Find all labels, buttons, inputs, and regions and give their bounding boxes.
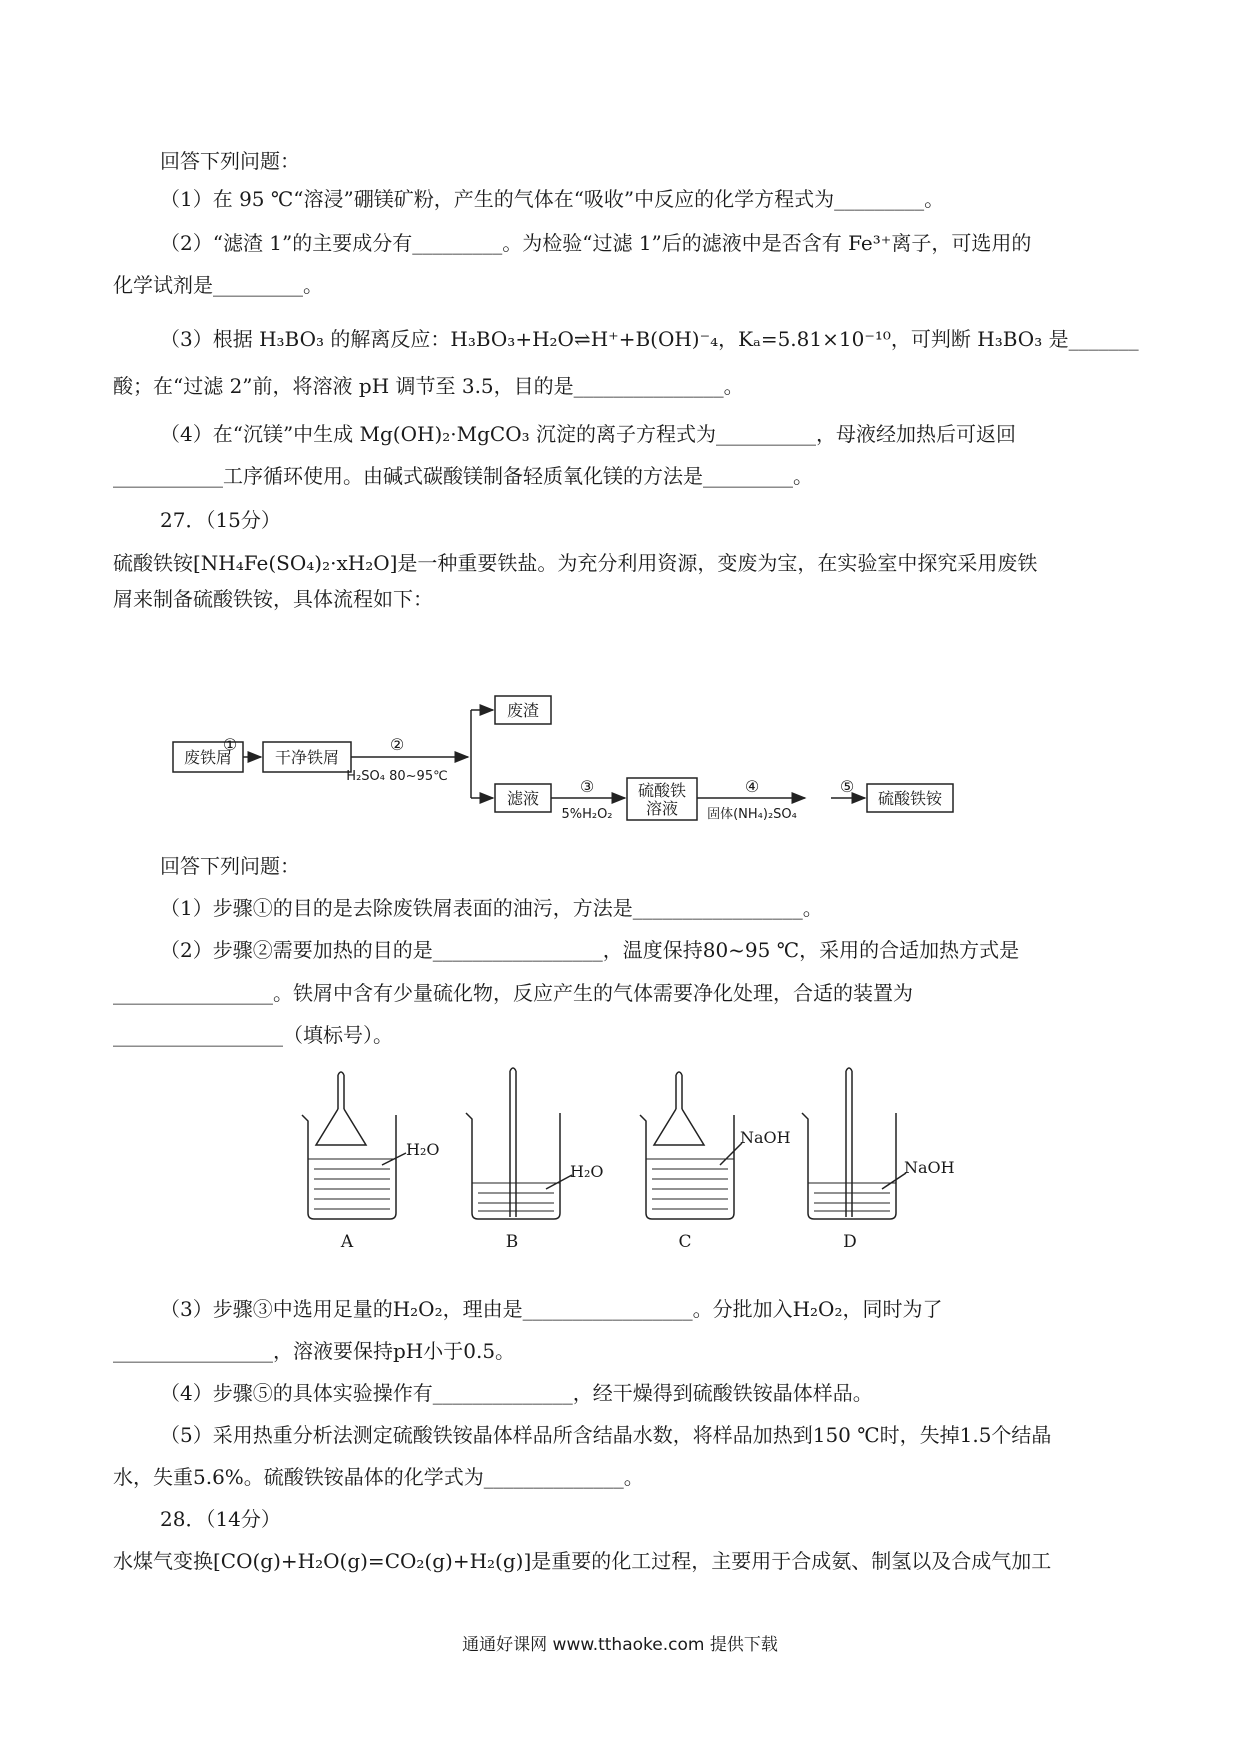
q26-heading: 回答下列问题：: [160, 149, 300, 173]
apparatus-d: [802, 1068, 906, 1219]
step2-condition: H₂SO₄ 80~95℃: [346, 769, 448, 784]
apparatus-c: [640, 1072, 742, 1219]
step1-marker: ①: [222, 735, 238, 754]
q26-part3-line2: 酸；在“过滤 2”前，将溶液 pH 调节至 3.5，目的是_______________。: [113, 374, 744, 398]
step3-condition: 5%H₂O₂: [561, 807, 613, 822]
step5-marker: ⑤: [839, 777, 855, 796]
q27-intro-line1: 硫酸铁铵[NH₄Fe(SO₄)₂·xH₂O]是一种重要铁盐。为充分利用资源，变废为宝，在实验室中探究采用废铁: [113, 551, 1038, 575]
q28-number: 28．（14分）: [160, 1507, 281, 1531]
q27-intro-line2: 屑来制备硫酸铁铵，具体流程如下：: [113, 587, 433, 611]
q28-intro: 水煤气变换[CO(g)+H₂O(g)=CO₂(g)+H₂(g)]是重要的化工过程，主要用于合成氨、制氢以及合成气加工: [113, 1549, 1052, 1573]
q27-part3-line1: （3）步骤③中选用足量的H₂O₂，理由是_________________。分批加入H₂O₂，同时为了: [160, 1297, 943, 1321]
q27-part2-line2: ________________。铁屑中含有少量硫化物，反应产生的气体需要净化处理，合适的装置为: [113, 981, 913, 1005]
apparatus-b-liquid: H₂O: [570, 1162, 604, 1181]
box-filtrate-label: 滤液: [506, 789, 540, 808]
box-iron-sulfate-label-1: 硫酸铁: [637, 781, 687, 800]
process-flowchart: [165, 690, 1085, 830]
q26-part4-line2: ___________工序循环使用。由碱式碳酸镁制备轻质氧化镁的方法是_________。: [113, 464, 813, 488]
apparatus-c-liquid: NaOH: [740, 1128, 791, 1147]
apparatus-a: [302, 1072, 406, 1219]
apparatus-d-label: D: [843, 1232, 857, 1252]
q27-part3-line2: ________________，溶液要保持pH小于0.5。: [113, 1339, 516, 1363]
box-product-label: 硫酸铁铵: [877, 789, 943, 808]
apparatus-a-label: A: [340, 1232, 354, 1252]
q27-part4: （4）步骤⑤的具体实验操作有______________，经干燥得到硫酸铁铵晶体样品。: [160, 1381, 873, 1405]
step4-condition: 固体(NH₄)₂SO₄: [707, 807, 797, 822]
apparatus-b-label: B: [505, 1232, 519, 1252]
q27-part1: （1）步骤①的目的是去除废铁屑表面的油污，方法是_________________。: [160, 896, 823, 920]
q27-part5-line1: （5）采用热重分析法测定硫酸铁铵晶体样品所含结晶水数，将样品加热到150 ℃时，失掉1.5个结晶: [160, 1423, 1052, 1447]
step3-marker: ③: [579, 777, 595, 796]
q26-part2-line1: （2）“滤渣 1”的主要成分有_________。为检验“过滤 1”后的滤液中是否含有 Fe³⁺离子，可选用的: [160, 231, 1032, 255]
box-clean-iron-label: 干净铁屑: [274, 748, 340, 767]
step2-marker: ②: [389, 735, 405, 754]
box-residue-label: 废渣: [506, 701, 540, 720]
q26-part3-line1: （3）根据 H₃BO₃ 的解离反应：H₃BO₃+H₂O⇌H⁺+B(OH)⁻₄，Kₐ=5.81×10⁻¹⁰，可判断 H₃BO₃ 是_______: [160, 327, 1139, 351]
q26-part2-line2: 化学试剂是_________。: [113, 273, 323, 297]
apparatus-d-liquid: NaOH: [904, 1158, 955, 1177]
page-footer: 通通好课网 www.tthaoke.com 提供下载: [462, 1635, 778, 1655]
apparatus-a-liquid: H₂O: [406, 1140, 440, 1159]
box-scrap-iron-label: 废铁屑: [183, 748, 233, 767]
q27-part5-line2: 水，失重5.6%。硫酸铁铵晶体的化学式为______________。: [113, 1465, 644, 1489]
q26-part1: （1）在 95 ℃“溶浸”硼镁矿粉，产生的气体在“吸收”中反应的化学方程式为_________。: [160, 187, 945, 211]
step4-marker: ④: [744, 777, 760, 796]
gas-absorption-apparatus: [290, 1065, 1010, 1255]
apparatus-b: [466, 1068, 572, 1219]
q27-number: 27．（15分）: [160, 508, 281, 532]
q27-part2-line1: （2）步骤②需要加热的目的是_________________，温度保持80~95 ℃，采用的合适加热方式是: [160, 938, 1020, 962]
q27-part2-line3: _________________（填标号）。: [113, 1023, 393, 1047]
q26-part4-line1: （4）在“沉镁”中生成 Mg(OH)₂·MgCO₃ 沉淀的离子方程式为__________，母液经加热后可返回: [160, 422, 1016, 446]
box-iron-sulfate-label-2: 溶液: [645, 799, 679, 818]
q27-heading: 回答下列问题：: [160, 854, 300, 878]
apparatus-c-label: C: [678, 1232, 692, 1252]
